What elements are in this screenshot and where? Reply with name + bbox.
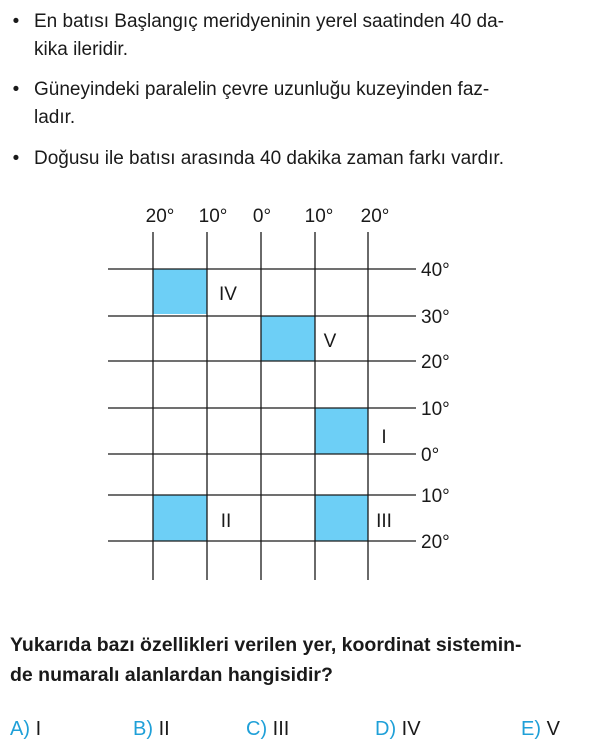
parallel-label: 20° xyxy=(421,352,450,373)
region-label-v: V xyxy=(323,331,337,352)
region-label-iv: IV xyxy=(219,284,237,305)
parallel-label: 10° xyxy=(421,399,450,420)
meridian-label: 0° xyxy=(252,206,272,227)
question-text xyxy=(10,630,602,690)
region-label-iii: III xyxy=(376,511,392,532)
option-letter: A) xyxy=(10,718,30,740)
bullet-text-line2: kika ileridir. xyxy=(34,39,128,60)
option-value: IV xyxy=(401,718,421,740)
meridian-label: 10° xyxy=(304,206,334,227)
option-d[interactable] xyxy=(375,716,421,742)
bullet-text-line1: Güneyindeki paralelin çevre uzunluğu kuzeyinden faz- xyxy=(34,79,490,100)
bullet-dot: • xyxy=(12,11,20,32)
option-letter: C) xyxy=(246,718,268,740)
option-b[interactable] xyxy=(133,716,170,742)
bullet-text-line1: En batısı Başlangıç meridyeninin yerel saatinden 40 da- xyxy=(34,11,504,32)
option-a[interactable] xyxy=(10,716,41,742)
option-letter: D) xyxy=(375,718,397,740)
option-value: II xyxy=(158,718,170,740)
parallel-label: 10° xyxy=(421,486,450,507)
bullet-text-line2: ladır. xyxy=(34,107,76,128)
meridian-label: 20° xyxy=(145,206,175,227)
question-line2: de numaralı alanlardan hangisidir? xyxy=(10,664,333,686)
region-label-i: I xyxy=(381,427,387,448)
region-i-fill xyxy=(315,408,368,454)
meridian-label: 10° xyxy=(198,206,228,227)
parallel-label: 20° xyxy=(421,532,450,553)
region-iv-fill xyxy=(153,269,207,314)
region-v-fill xyxy=(261,316,315,361)
option-letter: B) xyxy=(133,718,153,740)
bullet-text-line1: Doğusu ile batısı arasında 40 dakika zaman farkı vardır. xyxy=(34,148,504,169)
option-letter: E) xyxy=(521,718,541,740)
option-value: I xyxy=(35,718,42,740)
parallel-label: 40° xyxy=(421,260,450,281)
parallel-label: 30° xyxy=(421,307,450,328)
region-iii-fill xyxy=(315,495,368,541)
meridian-label: 20° xyxy=(360,206,390,227)
bullet-dot: • xyxy=(12,148,20,169)
option-e[interactable] xyxy=(521,716,560,742)
option-value: V xyxy=(546,718,560,740)
question-line1: Yukarıda bazı özellikleri verilen yer, koordinat sistemin- xyxy=(10,634,522,656)
bullet-dot: • xyxy=(12,79,20,100)
region-ii-fill xyxy=(153,495,207,541)
region-label-ii: II xyxy=(220,511,232,532)
option-value: III xyxy=(272,718,290,740)
parallel-label: 0° xyxy=(421,445,440,466)
option-c[interactable] xyxy=(246,716,289,742)
